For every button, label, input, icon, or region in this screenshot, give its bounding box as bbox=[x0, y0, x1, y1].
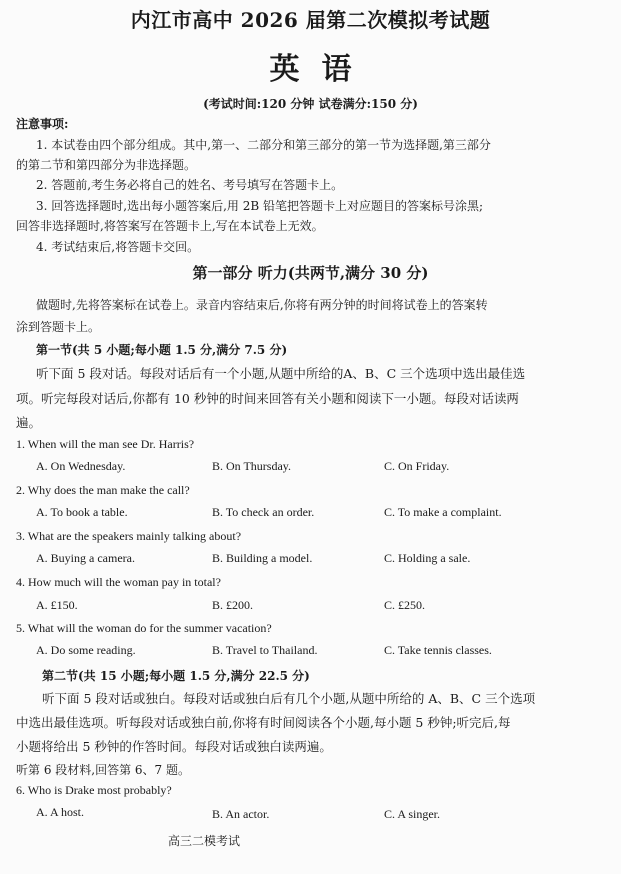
section1-title: 第一节(共 5 小题;每小题 1.5 分,满分 7.5 分) bbox=[36, 343, 288, 357]
option-c: C. Take tennis classes. bbox=[384, 643, 492, 657]
option-b: B. An actor. bbox=[212, 807, 270, 821]
section2-intro-line: 听下面 5 段对话或独白。每段对话或独白后有几个小题,从题中所给的 A、B、C 三个选项 bbox=[42, 691, 536, 706]
question-stem: 4. How much will the woman pay in total? bbox=[16, 575, 221, 589]
question-stem: 2. Why does the man make the call? bbox=[16, 483, 190, 497]
option-c: C. £250. bbox=[384, 598, 426, 612]
option-c: C. On Friday. bbox=[384, 459, 450, 473]
section1-intro-line: 项。听完每段对话后,你都有 10 秒钟的时间来回答有关小题和阅读下一小题。每段对话读两 bbox=[16, 391, 519, 406]
notes-line: 2. 答题前,考生务必将自己的姓名、考号填写在答题卡上。 bbox=[36, 178, 344, 192]
option-a: A. £150. bbox=[36, 598, 78, 612]
section1-intro-line: 听下面 5 段对话。每段对话后有一个小题,从题中所给的A、B、C 三个选项中选出最佳选 bbox=[36, 366, 526, 381]
option-a: A. To book a table. bbox=[36, 505, 128, 519]
option-b: B. On Thursday. bbox=[212, 459, 291, 473]
notes-line: 3. 回答选择题时,选出每小题答案后,用 2B 铅笔把答题卡上对应题目的答案标号涂黑; bbox=[36, 199, 484, 213]
part1-title: 第一部分 听力(共两节,满分 30 分) bbox=[192, 264, 429, 282]
option-a: A. Do some reading. bbox=[36, 643, 136, 657]
part1-intro-line: 做题时,先将答案标在试卷上。录音内容结束后,你将有两分钟的时间将试卷上的答案转 bbox=[36, 298, 488, 312]
option-b: B. To check an order. bbox=[212, 505, 315, 519]
subject-title: 英语 bbox=[269, 52, 374, 87]
option-c: C. To make a complaint. bbox=[384, 505, 502, 519]
question-stem: 6. Who is Drake most probably? bbox=[16, 783, 172, 797]
exam-meta: (考试时间:120 分钟 试卷满分:150 分) bbox=[203, 97, 418, 111]
question-stem: 3. What are the speakers mainly talking about? bbox=[16, 529, 242, 543]
notes-line: 回答非选择题时,将答案写在答题卡上,写在本试卷上无效。 bbox=[16, 219, 324, 233]
part1-intro-line: 涂到答题卡上。 bbox=[16, 320, 101, 334]
section2-intro-line: 小题将给出 5 秒钟的作答时间。每段对话或独白读两遍。 bbox=[16, 739, 332, 754]
option-c: C. A singer. bbox=[384, 807, 441, 821]
option-b: B. Building a model. bbox=[212, 551, 313, 565]
question-stem: 1. When will the man see Dr. Harris? bbox=[16, 437, 195, 451]
notes-heading: 注意事项: bbox=[16, 117, 69, 131]
option-a: A. A host. bbox=[36, 805, 85, 819]
section2-intro-line: 中选出最佳选项。听每段对话或独白前,你将有时间阅读各个小题,每小题 5 秒钟;听完后,每 bbox=[16, 715, 511, 730]
option-a: A. On Wednesday. bbox=[36, 459, 126, 473]
notes-line: 1. 本试卷由四个部分组成。其中,第一、二部分和第三部分的第一节为选择题,第三部分 bbox=[36, 138, 491, 152]
notes-line: 的第二节和第四部分为非选择题。 bbox=[16, 158, 197, 172]
notes-line: 4. 考试结束后,将答题卡交回。 bbox=[36, 240, 200, 254]
page-footer: 高三二模考试 bbox=[168, 834, 241, 848]
option-b: B. £200. bbox=[212, 598, 254, 612]
option-a: A. Buying a camera. bbox=[36, 551, 135, 565]
option-c: C. Holding a sale. bbox=[384, 551, 471, 565]
question-stem: 5. What will the woman do for the summer vacation? bbox=[16, 621, 272, 635]
section2-material: 听第 6 段材料,回答第 6、7 题。 bbox=[16, 763, 190, 777]
section2-title: 第二节(共 15 小题;每小题 1.5 分,满分 22.5 分) bbox=[42, 669, 310, 683]
section1-intro-line: 遍。 bbox=[16, 415, 42, 430]
option-b: B. Travel to Thailand. bbox=[212, 643, 318, 657]
exam-title: 内江市高中 2026 届第二次模拟考试题 bbox=[130, 8, 491, 32]
